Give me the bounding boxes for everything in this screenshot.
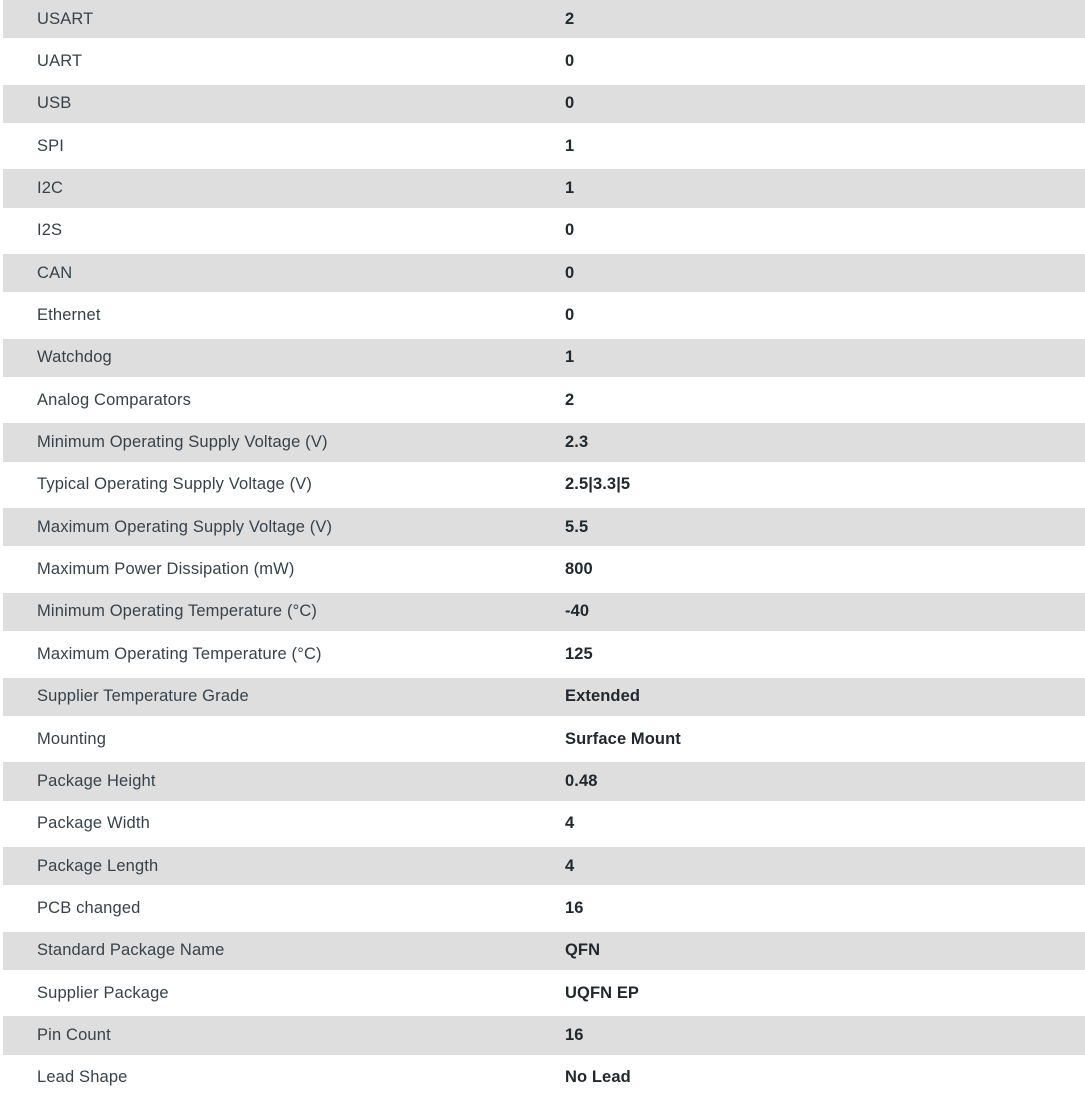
spec-label: Supplier Package <box>37 983 169 1002</box>
spec-table <box>3 0 1085 1101</box>
table-row <box>3 635 1085 677</box>
spec-label: Lead Shape <box>37 1068 128 1087</box>
table-row <box>3 805 1085 847</box>
spec-label: Pin Count <box>37 1025 111 1044</box>
table-row <box>3 508 1085 550</box>
table-row <box>3 847 1085 889</box>
table-row <box>3 1059 1085 1101</box>
spec-label: Maximum Power Dissipation (mW) <box>37 560 295 579</box>
spec-label: UART <box>37 52 83 71</box>
table-row <box>3 762 1085 804</box>
table-row <box>3 85 1085 127</box>
spec-value: Extended <box>565 687 641 706</box>
spec-value: -40 <box>565 602 590 621</box>
table-row <box>3 339 1085 381</box>
spec-value: 0.48 <box>565 771 598 790</box>
spec-label: Analog Comparators <box>37 390 192 409</box>
spec-value: 0 <box>565 52 575 71</box>
spec-value: 0 <box>565 94 575 113</box>
spec-value: UQFN EP <box>565 983 640 1002</box>
table-row <box>3 720 1085 762</box>
spec-label: I2C <box>37 179 64 198</box>
table-row <box>3 42 1085 84</box>
spec-label: Package Width <box>37 814 150 833</box>
spec-label: PCB changed <box>37 898 141 917</box>
spec-value: 0 <box>565 263 575 282</box>
spec-value: 2 <box>565 9 575 28</box>
spec-label: Watchdog <box>37 348 112 367</box>
spec-value: 16 <box>565 1025 584 1044</box>
table-row <box>3 932 1085 974</box>
spec-value: 2 <box>565 390 575 409</box>
spec-label: I2S <box>37 221 63 240</box>
table-row <box>3 550 1085 592</box>
spec-value: 0 <box>565 306 575 325</box>
spec-value: Surface Mount <box>565 729 681 748</box>
spec-label: Minimum Operating Temperature (°C) <box>37 602 318 621</box>
table-row <box>3 212 1085 254</box>
table-row <box>3 254 1085 296</box>
spec-label: Minimum Operating Supply Voltage (V) <box>37 433 328 452</box>
spec-value: No Lead <box>565 1068 631 1087</box>
table-row <box>3 974 1085 1016</box>
table-row <box>3 466 1085 508</box>
spec-label: Ethernet <box>37 306 101 325</box>
table-row <box>3 423 1085 465</box>
spec-value: 2.3 <box>565 433 589 452</box>
spec-value: 4 <box>565 814 575 833</box>
table-row <box>3 0 1085 42</box>
table-row <box>3 678 1085 720</box>
table-row <box>3 296 1085 338</box>
table-row <box>3 381 1085 423</box>
spec-label: Maximum Operating Supply Voltage (V) <box>37 517 333 536</box>
spec-value: 16 <box>565 898 584 917</box>
spec-label: Maximum Operating Temperature (°C) <box>37 644 322 663</box>
spec-value: QFN <box>565 941 601 960</box>
spec-value: 125 <box>565 644 593 663</box>
spec-value: 1 <box>565 179 575 198</box>
spec-value: 800 <box>565 560 593 579</box>
spec-label: Package Length <box>37 856 159 875</box>
spec-label: USB <box>37 94 72 113</box>
table-row <box>3 593 1085 635</box>
table-row <box>3 889 1085 931</box>
spec-value: 4 <box>565 856 575 875</box>
spec-value: 0 <box>565 221 575 240</box>
spec-label: Supplier Temperature Grade <box>37 687 249 706</box>
spec-value: 1 <box>565 348 575 367</box>
spec-value: 1 <box>565 136 575 155</box>
spec-label: Typical Operating Supply Voltage (V) <box>37 475 313 494</box>
spec-label: Package Height <box>37 771 156 790</box>
spec-label: CAN <box>37 263 73 282</box>
table-row <box>3 1016 1085 1058</box>
spec-label: Mounting <box>37 729 107 748</box>
spec-label: USART <box>37 9 94 28</box>
spec-label: Standard Package Name <box>37 941 225 960</box>
table-row <box>3 127 1085 169</box>
spec-label: SPI <box>37 136 65 155</box>
spec-value: 2.5|3.3|5 <box>565 475 631 494</box>
spec-value: 5.5 <box>565 517 589 536</box>
table-row <box>3 169 1085 211</box>
